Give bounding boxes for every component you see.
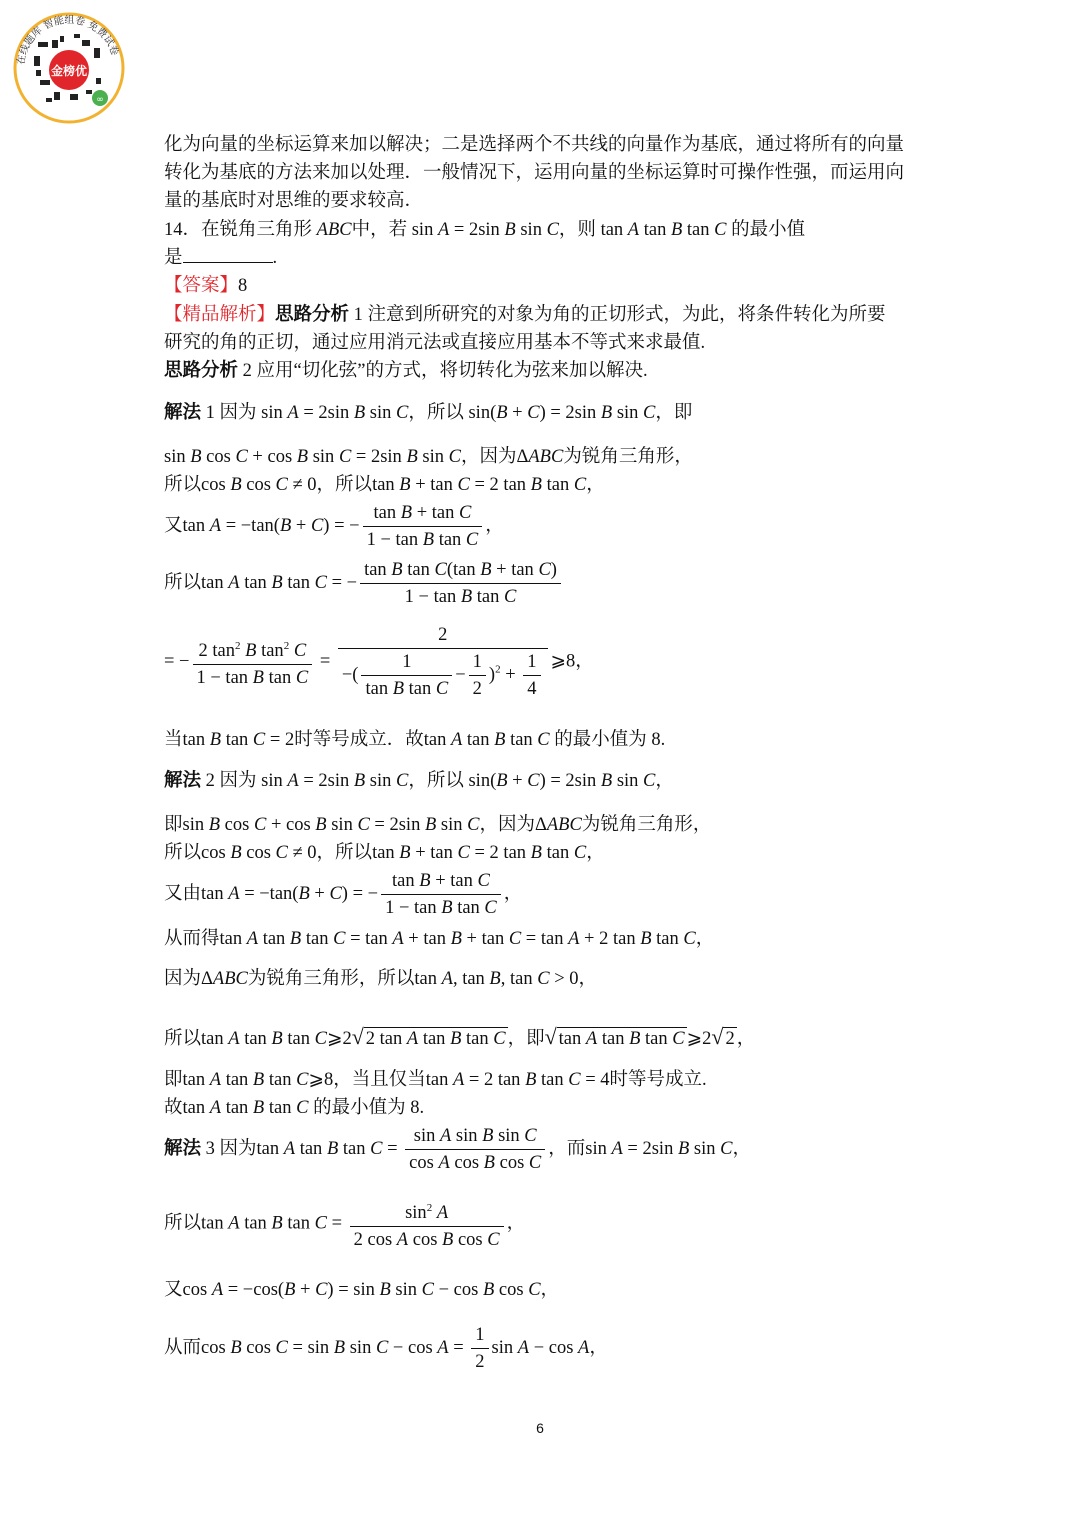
m1-line-2: sin B cos C + cos B sin C = 2sin B sin C，因为ΔABC为锐角三角形， — [164, 447, 693, 467]
intro-line-1: 化为向量的坐标运算来加以解决；二是选择两个不共线的向量作为基底，通过将所有的向量 — [164, 135, 905, 155]
m1-line-4: 又tan A = −tan(B + C) = − $\frac{\text{tan B + tan C}}{\text{1 − tan B tan C}}$ ， — [164, 500, 504, 553]
m2-line-2: 即sin B cos C + cos B sin C = 2sin B sin C，因为ΔABC为锐角三角形， — [164, 815, 712, 835]
m1-line-3: 所以cos B cos C ≠ 0，所以tan B + tan C = 2 tan B tan C， — [164, 475, 605, 495]
analysis-line-3: 思路分析 2 应用“切化弦”的方式，将切转化为弦来加以解决. — [164, 361, 648, 381]
m2-line-3: 所以cos B cos C ≠ 0，所以tan B + tan C = 2 tan B tan C， — [164, 843, 605, 863]
m2-line-4: 又由tan A = −tan(B + C) = − $\frac{\text{tan B + tan C}}{\text{1 − tan B tan C}}$ ， — [164, 868, 522, 921]
answer-blank — [183, 248, 273, 263]
analysis-line-1: 【精品解析】思路分析 1 注意到所研究的对象为角的正切形式，为此，将条件转化为所要 — [164, 305, 886, 325]
jinbangyou-logo — [10, 8, 128, 126]
svg-text:在线题库 智能组卷 免费试卷: 在线题库 智能组卷 免费试卷 — [15, 14, 121, 66]
problem-14-blank: 是 . — [164, 248, 278, 268]
m1-line-7: 当tan B tan C = 2时等号成立．故tan A tan B tan C 的最小值为 8. — [164, 730, 666, 750]
m1-line-1: 解法 1 因为 sin A = 2sin B sin C，所以 sin(B + C) = 2sin B sin C，即 — [164, 403, 693, 423]
m2-line-7: 所以tan A tan B tan C⩾2√ 2 tan A tan B tan C ，即√ tan A tan B tan C ⩾2√ 2 ， — [164, 1024, 756, 1049]
intro-line-2: 转化为基底的方法来加以处理．一般情况下，运用向量的坐标运算时可操作性强，而运用向 — [164, 163, 905, 183]
m2-line-9: 故tan A tan B tan C 的最小值为 8. — [164, 1098, 425, 1118]
m3-line-2: 所以tan A tan B tan C = $\frac{\sin^2 A}{\text{2 cos A cos B cos C}}$ ， — [164, 1195, 525, 1253]
svg-text:∞: ∞ — [96, 95, 104, 105]
page-number: 6 — [536, 1420, 544, 1436]
m1-line-6: = − $\frac{2 \tan^2 B \tan^2 C}{\text{1 − tan B tan C}}$ = 2 −( $\frac{1}{\text{tan B tan C}}$ − $\frac{1}{2}$ )$^2$ + $\frac{1}{4}$ ⩾8， — [164, 622, 594, 702]
intro-line-3: 量的基底时对思维的要求较高． — [164, 191, 424, 211]
analysis-line-2: 研究的角的正切，通过应用消元法或直接应用基本不等式来求最值. — [164, 333, 706, 353]
m3-line-4: 从而cos B cos C = sin B sin C − cos A = $\frac{1}{2}$ sin A − cos A， — [164, 1322, 608, 1375]
problem-14: 14．在锐角三角形 ABC中，若 sin A = 2sin B sin C，则 tan A tan B tan C 的最小值 — [164, 220, 806, 240]
m3-line-3: 又cos A = −cos(B + C) = sin B sin C − cos B cos C， — [164, 1280, 560, 1300]
m2-line-1: 解法 2 因为 sin A = 2sin B sin C，所以 sin(B + C) = 2sin B sin C， — [164, 771, 674, 791]
m2-line-5: 从而得tan A tan B tan C = tan A + tan B + tan C = tan A + 2 tan B tan C， — [164, 929, 715, 949]
m3-line-1: 解法 3 因为tan A tan B tan C = $\frac{\text{sin A sin B sin C}}{\text{cos A cos B cos C}}$ ，而sin A = 2sin B sin C， — [164, 1123, 751, 1176]
m2-line-8: 即tan A tan B tan C⩾8，当且仅当tan A = 2 tan B tan C = 4时等号成立. — [164, 1070, 707, 1090]
answer-line: 【答案】8 — [164, 276, 248, 296]
m1-line-5: 所以tan A tan B tan C = − $\frac{\text{tan B tan C(tan B + tan C)}}{\text{1 − tan B tan C}}$ — [164, 557, 564, 610]
m2-line-6: 因为ΔABC为锐角三角形，所以tan A, tan B, tan C > 0， — [164, 969, 598, 989]
logo-center-text: 金榜优 — [50, 64, 88, 78]
